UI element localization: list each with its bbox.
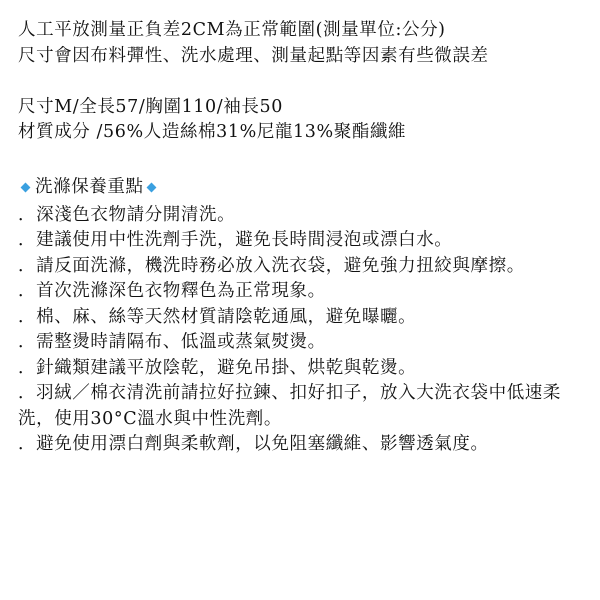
spacer: [18, 69, 586, 95]
care-item: ．針織類建議平放陰乾，避免吊掛、烘乾與乾燙。: [18, 357, 417, 378]
care-item: ．需整燙時請隔布、低溫或蒸氣熨燙。: [18, 332, 326, 352]
size-spec: 尺寸M/全長57/胸圍110/袖長50: [18, 96, 283, 117]
product-description: [18, 18, 586, 458]
diamond-bullet-icon: [146, 183, 156, 193]
care-item: ．首次洗滌深色衣物釋色為正常現象。: [18, 281, 326, 301]
spacer: [18, 146, 586, 172]
care-item: ．避免使用漂白劑與柔軟劑，以免阻塞纖維、影響透氣度。: [18, 434, 489, 454]
care-list: [18, 203, 586, 458]
care-item: ．建議使用中性洗劑手洗，避免長時間浸泡或漂白水。: [18, 230, 453, 250]
care-item: ．棉、麻、絲等天然材質請陰乾通風，避免曝曬。: [18, 306, 417, 327]
measurement-note-1: 人工平放測量正負差2CM為正常範圍(測量單位:公分): [18, 20, 446, 40]
care-item: ．羽絨／棉衣清洗前請拉好拉鍊、扣好扣子，放入大洗衣袋中低速柔洗，使用30°C溫水與中性洗劑。: [18, 383, 561, 429]
diamond-bullet-icon: [21, 183, 31, 193]
care-title-text: 洗滌保養重點: [35, 177, 144, 197]
material-spec: 材質成分 /56%人造絲棉31%尼龍13%聚酯纖維: [18, 122, 407, 142]
care-item: ．請反面洗滌，機洗時務必放入洗衣袋，避免強力扭絞與摩擦。: [18, 255, 525, 276]
care-item: ．深淺色衣物請分開清洗。: [18, 204, 236, 225]
measurement-note-2: 尺寸會因布料彈性、洗水處理、測量起點等因素有些微誤差: [18, 45, 489, 66]
care-section-title: [18, 175, 586, 201]
